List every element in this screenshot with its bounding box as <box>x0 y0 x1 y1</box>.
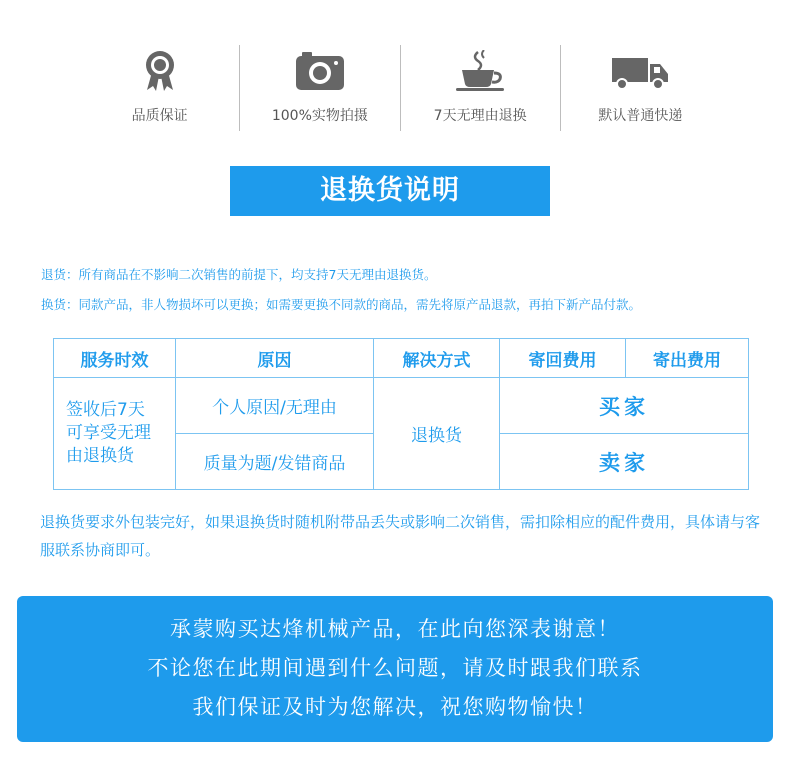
banner-title: 退换货说明 <box>230 166 550 216</box>
service-line: 可享受无理 <box>66 423 151 443</box>
thanks-line: 我们保证及时为您解决，祝您购物愉快！ <box>192 695 598 719</box>
return-table <box>53 338 749 490</box>
feature-express <box>561 44 720 132</box>
table-header-row <box>54 339 749 378</box>
header-method: 解决方式 <box>374 339 500 378</box>
reason-quality-cell: 质量为题/发错商品 <box>176 434 374 490</box>
method-cell: 退换货 <box>374 378 500 490</box>
table-row <box>54 378 749 434</box>
reason-personal-cell: 个人原因/无理由 <box>176 378 374 434</box>
packaging-note: 退换货要求外包装完好，如果退换货时随机附带品丢失或影响二次销售，需扣除相应的配件费用，具体请与客服联系协商即可。 <box>40 513 761 559</box>
header-service-period: 服务时效 <box>54 339 176 378</box>
header-return-fee: 寄回费用 <box>500 339 626 378</box>
thanks-line: 不论您在此期间遇到什么问题，请及时跟我们联系 <box>147 656 643 680</box>
feature-label: 7天无理由退换 <box>433 108 527 124</box>
header-reason: 原因 <box>176 339 374 378</box>
payer-seller-cell: 卖家 <box>500 434 749 490</box>
thanks-line: 承蒙购买达烽机械产品，在此向您深表谢意！ <box>170 617 620 641</box>
camera-icon <box>290 50 350 92</box>
service-line: 签收后7天 <box>66 400 145 420</box>
feature-label: 100%实物拍摄 <box>271 108 368 124</box>
header-send-fee: 寄出费用 <box>626 339 749 378</box>
feature-quality <box>80 44 239 132</box>
policy-return: 退货：所有商品在不影响二次销售的前提下，均支持7天无理由退换货。 <box>41 267 437 282</box>
service-period-cell <box>54 378 176 490</box>
feature-real-photo <box>240 44 399 132</box>
delivery-truck-icon <box>610 50 670 92</box>
payer-buyer-cell: 买家 <box>500 378 749 434</box>
award-ribbon-icon <box>130 50 190 92</box>
thanks-box <box>17 596 773 742</box>
feature-7day-return <box>401 44 560 132</box>
feature-label: 默认普通快递 <box>598 108 683 124</box>
feature-label: 品质保证 <box>131 108 188 124</box>
coffee-cup-icon <box>450 50 510 92</box>
service-line: 由退换货 <box>66 446 134 466</box>
policy-exchange: 换货：同款产品，非人物损坏可以更换；如需要更换不同款的商品，需先将原产品退款，再拍下新产品付款。 <box>41 297 642 312</box>
features-bar <box>80 44 720 132</box>
